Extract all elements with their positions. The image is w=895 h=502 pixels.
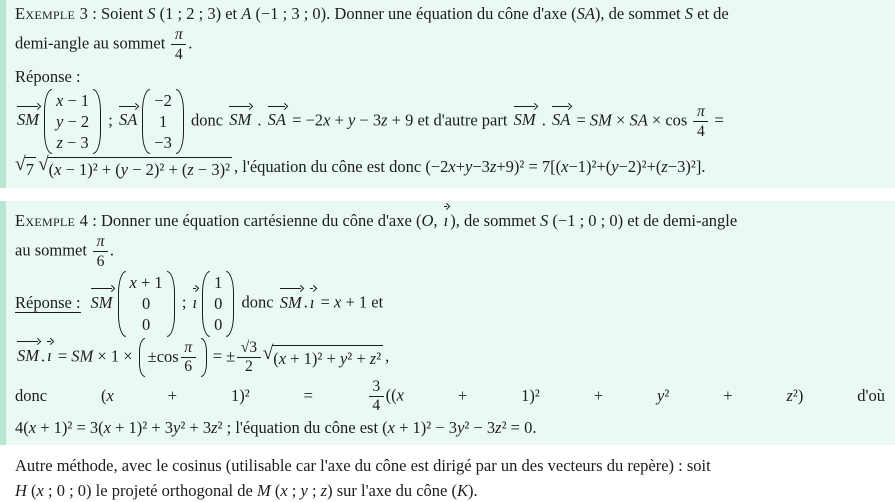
text-run: ; l'équation du cône est [222, 417, 383, 437]
big-paren-icon [167, 271, 175, 336]
big-paren-icon [118, 271, 126, 336]
vector-body: ı [192, 292, 198, 312]
vector-row: 1 [158, 112, 168, 132]
math-run: (x + 1)² − 3y² − 3z² = 0 [382, 417, 533, 437]
fraction-numerator: √3 [237, 339, 260, 358]
text-run: , [433, 210, 442, 230]
vector-rows [126, 271, 167, 336]
big-paren-icon [226, 271, 234, 336]
justified-chunk [367, 378, 404, 415]
text-run: : Soient [88, 4, 148, 23]
text-run: . [253, 110, 266, 130]
math-run: (−2x+y−3z+9)² = 7[(x−1)²+(y−2)²+(z−3)²] [425, 157, 702, 177]
vector-row: z − 3 [56, 133, 89, 153]
autre-methode-paragraph [0, 452, 895, 502]
math-run: S [147, 4, 156, 23]
radicand: (x + 1)² + y² + z² [272, 345, 383, 370]
text-run: Réponse : [15, 292, 81, 312]
radical-icon: √ [262, 342, 274, 364]
math-run: H [15, 480, 27, 500]
math-run: ± [147, 347, 157, 367]
text-line [15, 155, 887, 181]
text-run: . [701, 157, 706, 177]
text-line [15, 479, 887, 502]
math-run: = x + 1 [316, 292, 368, 312]
text-run: au sommet [15, 240, 92, 260]
vector-rows [210, 271, 226, 336]
vector-arrow-icon [227, 102, 253, 131]
sqrt-expression [263, 344, 384, 370]
text-line [15, 416, 887, 439]
example-label: Exemple 3 [15, 4, 89, 23]
radical-icon: √ [15, 154, 26, 176]
text-run: et de [693, 4, 729, 23]
fraction-numerator: π [693, 103, 708, 122]
text-run: . [41, 345, 46, 365]
text-run: ) sur l'axe du cône ( [327, 480, 457, 500]
math-run: + [593, 386, 604, 406]
vector-body: SM [513, 110, 536, 130]
text-line [15, 378, 887, 415]
exemple-4-callout [0, 201, 895, 445]
math-run: 1)² [230, 386, 250, 406]
math-run: x [36, 480, 44, 500]
text-run: . [532, 417, 537, 437]
text-line [15, 338, 887, 377]
text-run: d'où [857, 386, 885, 406]
justified-chunk [304, 384, 313, 407]
vector-row: x − 1 [56, 90, 90, 110]
big-paren-icon [93, 89, 101, 154]
fraction-denominator: 4 [372, 397, 381, 415]
text-run: , l'équation du cône est donc [234, 157, 426, 177]
math-run: SA [576, 4, 595, 23]
fraction [171, 26, 186, 63]
text-run: Réponse : [15, 66, 81, 86]
math-run: = SM × 1 × [53, 345, 137, 365]
vector-body: SM [17, 110, 39, 130]
justified-chunk [857, 384, 885, 407]
text-run: ). [468, 480, 478, 500]
fraction-numerator: 3 [369, 378, 384, 397]
text-run: cos [156, 347, 179, 367]
fraction [93, 233, 108, 270]
text-run: ; [287, 480, 301, 500]
text-line [15, 65, 887, 88]
vector-body: SA [118, 110, 138, 130]
justified-chunk [657, 384, 669, 407]
vector-arrow-icon [266, 102, 288, 131]
column-vector [118, 271, 175, 336]
column-vector [202, 271, 234, 336]
text-line [15, 233, 887, 270]
vector-arrow-icon [442, 203, 451, 232]
fraction-denominator: 4 [174, 45, 183, 63]
vector-body: SA [551, 110, 571, 130]
vector-body: ı [47, 345, 52, 365]
radicand: (x − 1)² + (y − 2)² + (z − 3)² [48, 157, 232, 182]
text-run: Autre méthode, avec le cosinus (utilisable car l'axe du cône est dirigé par un des vecteurs du repère) : soit [15, 456, 711, 476]
fraction-numerator: π [181, 339, 196, 358]
math-run: K [456, 480, 468, 500]
math-run: = SM × SA × [572, 110, 666, 130]
math-run: + [457, 386, 468, 406]
vector-arrow-icon [278, 285, 304, 314]
math-run: 1)² [521, 386, 540, 406]
exemple-3-callout [0, 0, 895, 188]
vector-body: SM [17, 345, 39, 365]
text-run: (−1 ; 3 ; 0). Donner une équation du cône d'axe ( [251, 4, 577, 23]
vector-arrow-icon [89, 285, 115, 314]
justified-chunk [101, 384, 114, 407]
text-run: ( [270, 480, 281, 500]
sqrt-expression [15, 155, 36, 181]
math-run: + [723, 386, 733, 406]
text-run: , [385, 345, 390, 365]
vector-row: −3 [154, 133, 172, 153]
text-run: cos [665, 110, 692, 130]
vector-body: ı [443, 210, 449, 230]
vector-row: x + 1 [129, 273, 163, 293]
math-run: S [540, 210, 549, 230]
text-run: ; [177, 292, 191, 312]
math-run: O [421, 210, 434, 230]
text-line [15, 89, 887, 154]
vector-arrow-icon [191, 285, 200, 314]
math-run: = ± [208, 345, 236, 365]
vector-arrow-icon [117, 102, 139, 131]
justified-chunk [723, 384, 732, 407]
vector-row: 0 [214, 315, 223, 335]
text-run: demi-angle au sommet [15, 33, 170, 53]
text-line [15, 26, 887, 63]
math-run: x [280, 480, 288, 500]
text-line [15, 454, 887, 477]
math-run: S [684, 4, 693, 23]
math-run: M [256, 480, 271, 500]
vector-arrow-icon [512, 102, 538, 131]
vector-body: SM [90, 292, 113, 312]
text-run: . [188, 33, 193, 53]
vector-arrow-icon [15, 338, 41, 367]
fraction-denominator: 6 [96, 252, 105, 270]
text-run: ; [104, 110, 117, 130]
justified-chunk [594, 384, 603, 407]
math-run: z [320, 480, 328, 500]
vector-row: 1 [214, 273, 223, 293]
fraction [237, 339, 260, 376]
vector-rows [52, 89, 93, 154]
vector-row: y − 2 [56, 112, 90, 132]
underlined-label [15, 293, 81, 314]
radical-icon: √ [37, 154, 49, 176]
group-content [145, 338, 201, 377]
vector-body: SM [229, 110, 252, 130]
vector-row: −2 [154, 90, 172, 110]
justified-chunk [458, 384, 467, 407]
vector-rows [150, 89, 176, 154]
fraction-numerator: π [93, 233, 108, 252]
vector-arrow-icon [308, 285, 317, 314]
math-run: y [300, 480, 308, 500]
fraction-denominator: 6 [184, 358, 193, 376]
text-run: ; [307, 480, 321, 500]
math-run: z²) [786, 386, 804, 406]
vector-body: SM [279, 292, 302, 312]
radicand: 7 [25, 157, 36, 182]
text-line [15, 2, 887, 25]
math-run: (x [101, 386, 114, 406]
parenthesized-group [139, 338, 207, 377]
math-run: 4(x + 1)² = 3(x + 1)² + 3y² + 3z² [15, 417, 223, 437]
fraction [181, 339, 196, 376]
text-run: donc [237, 292, 278, 312]
justified-chunk [231, 384, 250, 407]
text-line [15, 203, 887, 232]
column-vector [142, 89, 184, 154]
text-line [15, 271, 887, 336]
text-run: (−1 ; 0 ; 0) et de demi-angle [548, 210, 738, 230]
justified-chunk [15, 384, 47, 407]
text-run: et d'autre part [413, 110, 512, 130]
text-run: (1 ; 2 ; 3) et [155, 4, 242, 23]
big-paren-icon [201, 338, 207, 377]
big-paren-icon [176, 89, 184, 154]
vector-arrow-icon [45, 338, 54, 367]
vector-arrow-icon [15, 102, 41, 131]
fraction-numerator: π [171, 26, 186, 45]
text-run: = [710, 110, 724, 130]
vector-row: 0 [214, 294, 223, 314]
text-run: donc [15, 386, 48, 406]
text-run: et [367, 292, 384, 312]
text-run: . [537, 110, 550, 130]
text-run: donc [186, 110, 228, 130]
column-vector [44, 89, 101, 154]
vector-arrow-icon [550, 102, 572, 131]
justified-chunk [168, 384, 177, 407]
vector-row: 0 [141, 315, 151, 335]
text-run: ), de sommet [594, 4, 685, 23]
big-paren-icon [202, 271, 210, 336]
math-run: = −2x + y − 3z + 9 [287, 110, 414, 130]
fraction [369, 378, 384, 415]
text-run: . [303, 292, 308, 312]
sqrt-expression [38, 155, 232, 181]
big-paren-icon [44, 89, 52, 154]
justified-chunk [786, 384, 803, 407]
justified-chunk [521, 384, 540, 407]
vector-body: ı [309, 292, 315, 312]
vector-row: 0 [141, 294, 151, 314]
text-run: ( [26, 480, 37, 500]
text-run: ), de sommet [450, 210, 541, 230]
text-run: . [109, 240, 115, 260]
vector-body: SA [267, 110, 286, 130]
big-paren-icon [142, 89, 150, 154]
text-run: : Donner une équation cartésienne du cône d'axe ( [88, 210, 422, 230]
example-label: Exemple 4 [15, 210, 89, 230]
math-run: y² [657, 386, 670, 406]
fraction-denominator: 2 [244, 358, 253, 376]
fraction [693, 103, 708, 140]
text-run: ; 0 ; 0) le projeté orthogonal de [43, 480, 257, 500]
math-run: ((x [385, 384, 404, 404]
math-run: A [241, 4, 252, 23]
math-run: + [167, 386, 178, 406]
fraction-denominator: 4 [696, 122, 705, 140]
math-run: = [303, 386, 313, 406]
